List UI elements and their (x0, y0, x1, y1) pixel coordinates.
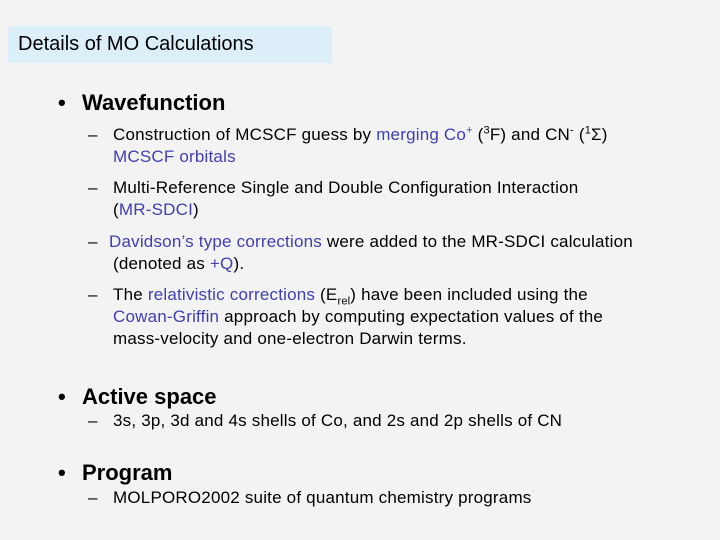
bullet-icon: • (58, 460, 66, 485)
highlight-mcscf-orbitals: MCSCF orbitals (113, 147, 236, 166)
bullet-icon: • (58, 384, 66, 409)
highlight-merging: merging Co+ (376, 124, 473, 144)
highlight-plus-q: +Q (209, 254, 234, 273)
heading-wavefunction: Wavefunction (82, 90, 226, 115)
highlight-relativistic: relativistic corrections (147, 285, 316, 304)
bullet-icon: • (58, 90, 66, 115)
wavefunction-item-2: – Multi-Reference Single and Double Configuration Interaction (MR-SDCI) (88, 178, 579, 219)
highlight-davidson: Davidson’s type corrections (109, 232, 322, 251)
heading-active-space: Active space (82, 384, 217, 409)
bullet-program (58, 460, 172, 486)
dash-icon: – (88, 125, 98, 144)
wavefunction-item-3: – Davidson’s type corrections were added to the MR-SDCI calculation (denoted as +Q). (88, 232, 633, 273)
dash-icon: – (88, 411, 98, 430)
heading-program: Program (82, 460, 173, 485)
dash-icon: – (88, 488, 98, 507)
highlight-mr-sdci: MR-SDCI (118, 200, 193, 219)
wavefunction-item-1: – Construction of MCSCF guess by merging Co+ ($^3$F) and CN- ($^1$Σ) MCSCF orbitals (88, 124, 713, 168)
wavefunction-item-4: – The relativistic corrections $(E_{rel})$ have been included using the Cowan-Griffin approach by computing expectation values of the mass-velocity and one-electron Darwin terms. (88, 285, 604, 348)
highlight-cowan-griffin: Cowan-Griffin (113, 307, 220, 326)
slide-title-text: Details of MO Calculations (18, 33, 254, 55)
bullet-active-space (58, 384, 217, 410)
dash-icon: – (88, 178, 98, 197)
active-space-item-1: – 3s, 3p, 3d and 4s shells of Co, and 2s and 2p shells of CN (88, 411, 563, 430)
program-item-1: – MOLPORO2002 suite of quantum chemistry programs (88, 488, 532, 507)
dash-icon: – (88, 285, 98, 304)
bullet-wavefunction (58, 90, 225, 116)
dash-icon: – (88, 232, 98, 251)
